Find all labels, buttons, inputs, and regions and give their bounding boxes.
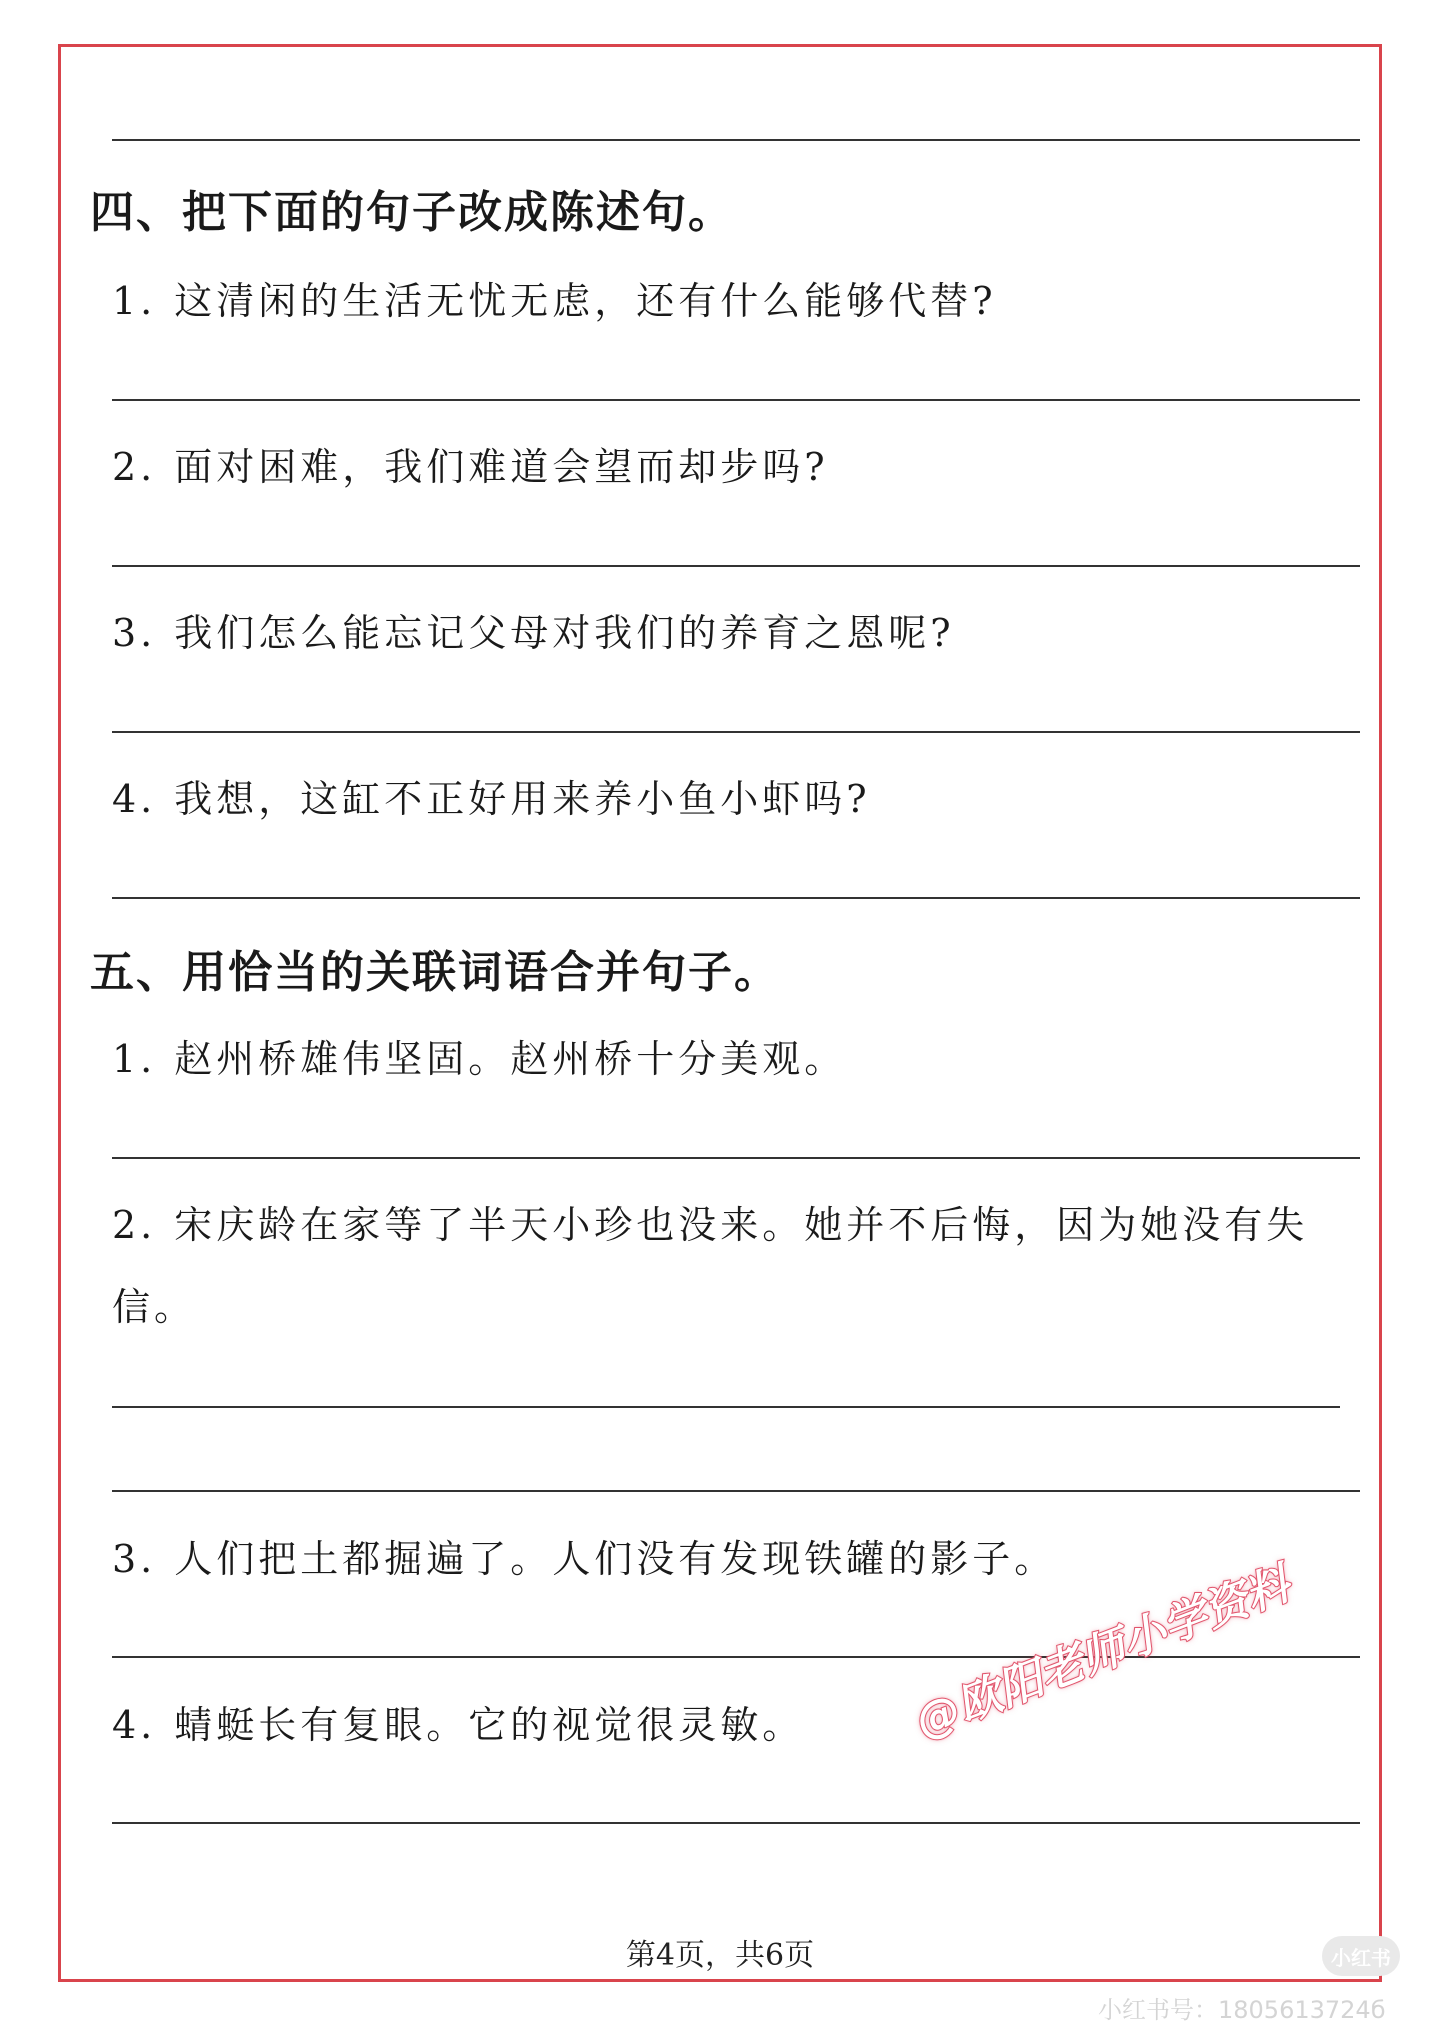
item-number: 2. — [112, 445, 157, 489]
section-5-item-3 — [112, 1528, 1056, 1583]
section-4-item-4 — [112, 768, 871, 823]
answer-line — [112, 565, 1360, 567]
section-5-item-4 — [112, 1694, 804, 1749]
item-number: 2. — [112, 1203, 157, 1247]
item-text: 我想，这缸不正好用来养小鱼小虾吗? — [174, 777, 871, 821]
item-text: 我们怎么能忘记父母对我们的养育之恩呢? — [174, 611, 955, 655]
section-5-title: 五、用恰当的关联词语合并句子。 — [90, 947, 780, 998]
answer-line — [112, 399, 1360, 401]
section-5-item-2-continuation: 信。 — [112, 1285, 197, 1329]
answer-line — [112, 897, 1360, 899]
answer-line — [112, 139, 1360, 141]
item-number: 3. — [112, 611, 157, 655]
answer-line — [112, 1656, 1360, 1658]
item-text: 面对困难，我们难道会望而却步吗? — [174, 445, 829, 489]
answer-line — [112, 1490, 1360, 1492]
section-4-title: 四、把下面的句子改成陈述句。 — [90, 187, 734, 238]
item-text: 人们把土都掘遍了。人们没有发现铁罐的影子。 — [174, 1537, 1057, 1581]
item-text: 蜻蜓长有复眼。它的视觉很灵敏。 — [174, 1703, 805, 1747]
item-number: 1. — [112, 279, 157, 323]
section-5-item-1 — [112, 1028, 846, 1083]
item-number: 3. — [112, 1537, 157, 1581]
answer-line — [112, 1406, 1340, 1408]
item-number: 1. — [112, 1037, 157, 1081]
item-number: 4. — [112, 1703, 157, 1747]
answer-line — [112, 1822, 1360, 1824]
page-border — [58, 44, 1382, 1982]
answer-line — [112, 1157, 1360, 1159]
section-4-item-1 — [112, 270, 997, 325]
watermark: @欧阳老师小学资料 — [908, 1558, 1297, 1748]
item-text: 这清闲的生活无忧无虑，还有什么能够代替? — [174, 279, 997, 323]
answer-line — [112, 731, 1360, 733]
item-text: 赵州桥雄伟坚固。赵州桥十分美观。 — [174, 1037, 847, 1081]
page-number: 第4页，共6页 — [625, 1938, 815, 1973]
item-text: 宋庆龄在家等了半天小珍也没来。她并不后悔，因为她没有失 — [174, 1203, 1309, 1247]
item-number: 4. — [112, 777, 157, 821]
section-5-item-2 — [112, 1194, 1308, 1249]
platform-logo: 小红书 — [1322, 1936, 1400, 1976]
platform-id: 小红书号：1805613724б — [1098, 1996, 1386, 2024]
section-4-item-3 — [112, 602, 955, 657]
section-4-item-2 — [112, 436, 829, 491]
